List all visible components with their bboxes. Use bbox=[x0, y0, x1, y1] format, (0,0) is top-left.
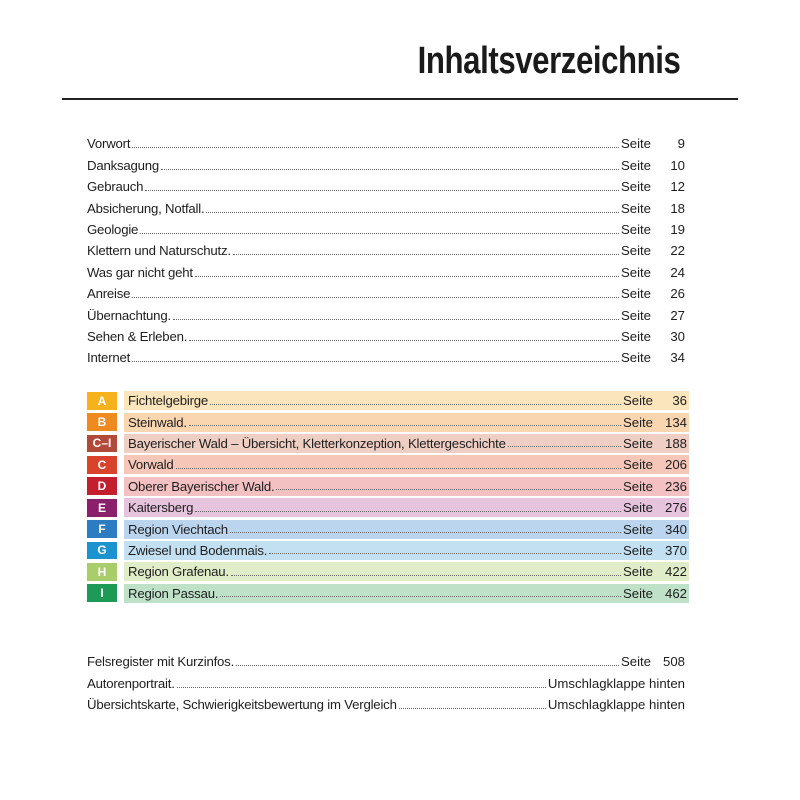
region-entry[interactable] bbox=[87, 518, 689, 539]
seite-label: Seite bbox=[622, 478, 653, 494]
seite-label: Seite bbox=[622, 393, 653, 409]
entry-title: Fichtelgebirge bbox=[128, 393, 209, 409]
region-band bbox=[124, 541, 689, 560]
region-code-badge: B bbox=[87, 413, 117, 431]
region-entry[interactable] bbox=[87, 390, 689, 411]
region-band bbox=[124, 498, 689, 517]
toc-entry[interactable] bbox=[87, 301, 685, 322]
entry-title: Sehen & Erleben. bbox=[87, 328, 188, 344]
page-reference: Umschlagklappe hinten bbox=[547, 675, 685, 691]
page-number: 276 bbox=[664, 500, 687, 516]
toc-entry[interactable] bbox=[87, 216, 685, 237]
seite-label: Seite bbox=[622, 521, 653, 537]
seite-label: Seite bbox=[622, 457, 653, 473]
region-band bbox=[124, 562, 689, 581]
seite-label: Seite bbox=[620, 328, 651, 344]
toc-entry[interactable] bbox=[87, 194, 685, 215]
seite-label: Seite bbox=[622, 500, 653, 516]
page-number: 508 bbox=[662, 654, 685, 670]
entry-title: Internet bbox=[87, 350, 131, 366]
seite-label: Seite bbox=[622, 435, 653, 451]
toc-entry[interactable] bbox=[87, 280, 685, 301]
entry-title: Region Viechtach bbox=[128, 521, 228, 537]
page-number: 206 bbox=[664, 457, 687, 473]
toc-entry[interactable] bbox=[87, 151, 685, 172]
seite-label: Seite bbox=[620, 307, 651, 323]
seite-label: Seite bbox=[622, 414, 653, 430]
region-entry[interactable] bbox=[87, 583, 689, 604]
region-band bbox=[124, 520, 689, 539]
page-number: 9 bbox=[677, 136, 685, 152]
dot-leader bbox=[210, 403, 621, 405]
region-code-badge: C–I bbox=[87, 435, 117, 453]
region-band bbox=[124, 413, 689, 432]
region-entry[interactable] bbox=[87, 497, 689, 518]
page-number: 12 bbox=[670, 179, 685, 195]
dot-leader bbox=[132, 296, 619, 298]
dot-leader bbox=[220, 595, 621, 597]
page-number: 340 bbox=[664, 521, 687, 537]
entry-title: Übernachtung. bbox=[87, 307, 171, 323]
page-title: Inhaltsverzeichnis bbox=[417, 40, 680, 82]
page-number: 134 bbox=[664, 414, 687, 430]
entry-title: Was gar nicht geht bbox=[87, 264, 193, 280]
page-number: 10 bbox=[670, 157, 685, 173]
page-number: 34 bbox=[670, 350, 685, 366]
dot-leader bbox=[189, 339, 619, 341]
seite-label: Seite bbox=[622, 542, 653, 558]
region-entry[interactable] bbox=[87, 411, 689, 432]
dot-leader bbox=[230, 531, 621, 533]
region-entry[interactable] bbox=[87, 433, 689, 454]
region-band bbox=[124, 584, 689, 603]
seite-label: Seite bbox=[622, 585, 653, 601]
page-number: 188 bbox=[664, 435, 687, 451]
region-code-badge: C bbox=[87, 456, 117, 474]
dot-leader bbox=[206, 211, 618, 213]
seite-label: Seite bbox=[620, 286, 651, 302]
entry-title: Bayerischer Wald – Übersicht, Kletterkonzeption, Klettergeschichte bbox=[128, 435, 506, 451]
entry-title: Region Grafenau. bbox=[128, 564, 229, 580]
back-matter-list bbox=[87, 648, 685, 712]
entry-title: Vorwald bbox=[128, 457, 174, 473]
page-number: 36 bbox=[672, 393, 687, 409]
seite-label: Seite bbox=[620, 157, 651, 173]
entry-title: Felsregister mit Kurzinfos. bbox=[87, 654, 235, 670]
entry-title: Region Passau. bbox=[128, 585, 219, 601]
dot-leader bbox=[276, 488, 621, 490]
region-band bbox=[124, 477, 689, 496]
toc-entry[interactable] bbox=[87, 173, 685, 194]
region-entry[interactable] bbox=[87, 476, 689, 497]
region-band bbox=[124, 455, 689, 474]
dot-leader bbox=[173, 318, 619, 320]
region-code-badge: I bbox=[87, 584, 117, 602]
toc-entry[interactable] bbox=[87, 648, 685, 669]
dot-leader bbox=[233, 253, 619, 255]
toc-entry[interactable] bbox=[87, 237, 685, 258]
seite-label: Seite bbox=[620, 200, 651, 216]
dot-leader bbox=[269, 552, 621, 554]
region-code-badge: G bbox=[87, 542, 117, 560]
region-entry[interactable] bbox=[87, 454, 689, 475]
dot-leader bbox=[195, 275, 619, 277]
dot-leader bbox=[231, 574, 621, 576]
dot-leader bbox=[132, 360, 619, 362]
entry-title: Klettern und Naturschutz. bbox=[87, 243, 231, 259]
entry-title: Anreise bbox=[87, 286, 131, 302]
toc-entry[interactable] bbox=[87, 691, 685, 712]
dot-leader bbox=[176, 467, 621, 469]
seite-label: Seite bbox=[620, 221, 651, 237]
region-code-badge: F bbox=[87, 520, 117, 538]
dot-leader bbox=[161, 168, 619, 170]
dot-leader bbox=[189, 424, 621, 426]
seite-label: Seite bbox=[620, 243, 651, 259]
page-number: 370 bbox=[664, 542, 687, 558]
toc-entry[interactable] bbox=[87, 130, 685, 151]
entry-title: Gebrauch bbox=[87, 179, 144, 195]
title-divider bbox=[62, 98, 738, 100]
page-number: 236 bbox=[664, 478, 687, 494]
page-number: 422 bbox=[664, 564, 687, 580]
region-entry[interactable] bbox=[87, 540, 689, 561]
region-code-badge: H bbox=[87, 563, 117, 581]
entry-title: Oberer Bayerischer Wald. bbox=[128, 478, 275, 494]
entry-title: Vorwort bbox=[87, 136, 131, 152]
toc-entry[interactable] bbox=[87, 669, 685, 690]
page-number: 24 bbox=[670, 264, 685, 280]
region-band bbox=[124, 434, 689, 453]
seite-label: Seite bbox=[622, 564, 653, 580]
page-number: 26 bbox=[670, 286, 685, 302]
entry-title: Kaitersberg bbox=[128, 500, 194, 516]
seite-label: Seite bbox=[620, 654, 651, 670]
dot-leader bbox=[140, 232, 619, 234]
seite-label: Seite bbox=[620, 264, 651, 280]
region-code-badge: E bbox=[87, 499, 117, 517]
entry-title: Zwiesel und Bodenmais. bbox=[128, 542, 268, 558]
page-reference: Umschlagklappe hinten bbox=[547, 697, 685, 713]
entry-title: Danksagung bbox=[87, 157, 160, 173]
toc-entry[interactable] bbox=[87, 344, 685, 365]
toc-entry[interactable] bbox=[87, 258, 685, 279]
dot-leader bbox=[508, 445, 621, 447]
seite-label: Seite bbox=[620, 136, 651, 152]
page-number: 27 bbox=[670, 307, 685, 323]
seite-label: Seite bbox=[620, 350, 651, 366]
region-band bbox=[124, 391, 689, 410]
page-number: 30 bbox=[670, 328, 685, 344]
entry-title: Geologie bbox=[87, 221, 139, 237]
entry-title: Steinwald. bbox=[128, 414, 187, 430]
front-matter-list bbox=[87, 130, 685, 365]
region-chapter-list bbox=[87, 390, 689, 604]
dot-leader bbox=[399, 707, 546, 709]
entry-title: Autorenportrait. bbox=[87, 675, 175, 691]
region-code-badge: A bbox=[87, 392, 117, 410]
toc-entry[interactable] bbox=[87, 323, 685, 344]
page-number: 18 bbox=[670, 200, 685, 216]
dot-leader bbox=[177, 686, 546, 688]
region-entry[interactable] bbox=[87, 561, 689, 582]
page-number: 19 bbox=[670, 221, 685, 237]
seite-label: Seite bbox=[620, 179, 651, 195]
dot-leader bbox=[195, 510, 621, 512]
entry-title: Absicherung, Notfall. bbox=[87, 200, 205, 216]
page-number: 22 bbox=[670, 243, 685, 259]
region-code-badge: D bbox=[87, 477, 117, 495]
dot-leader bbox=[145, 189, 619, 191]
dot-leader bbox=[132, 146, 619, 148]
page-number: 462 bbox=[664, 585, 687, 601]
dot-leader bbox=[236, 664, 619, 666]
entry-title: Übersichtskarte, Schwierigkeitsbewertung im Vergleich bbox=[87, 697, 397, 713]
